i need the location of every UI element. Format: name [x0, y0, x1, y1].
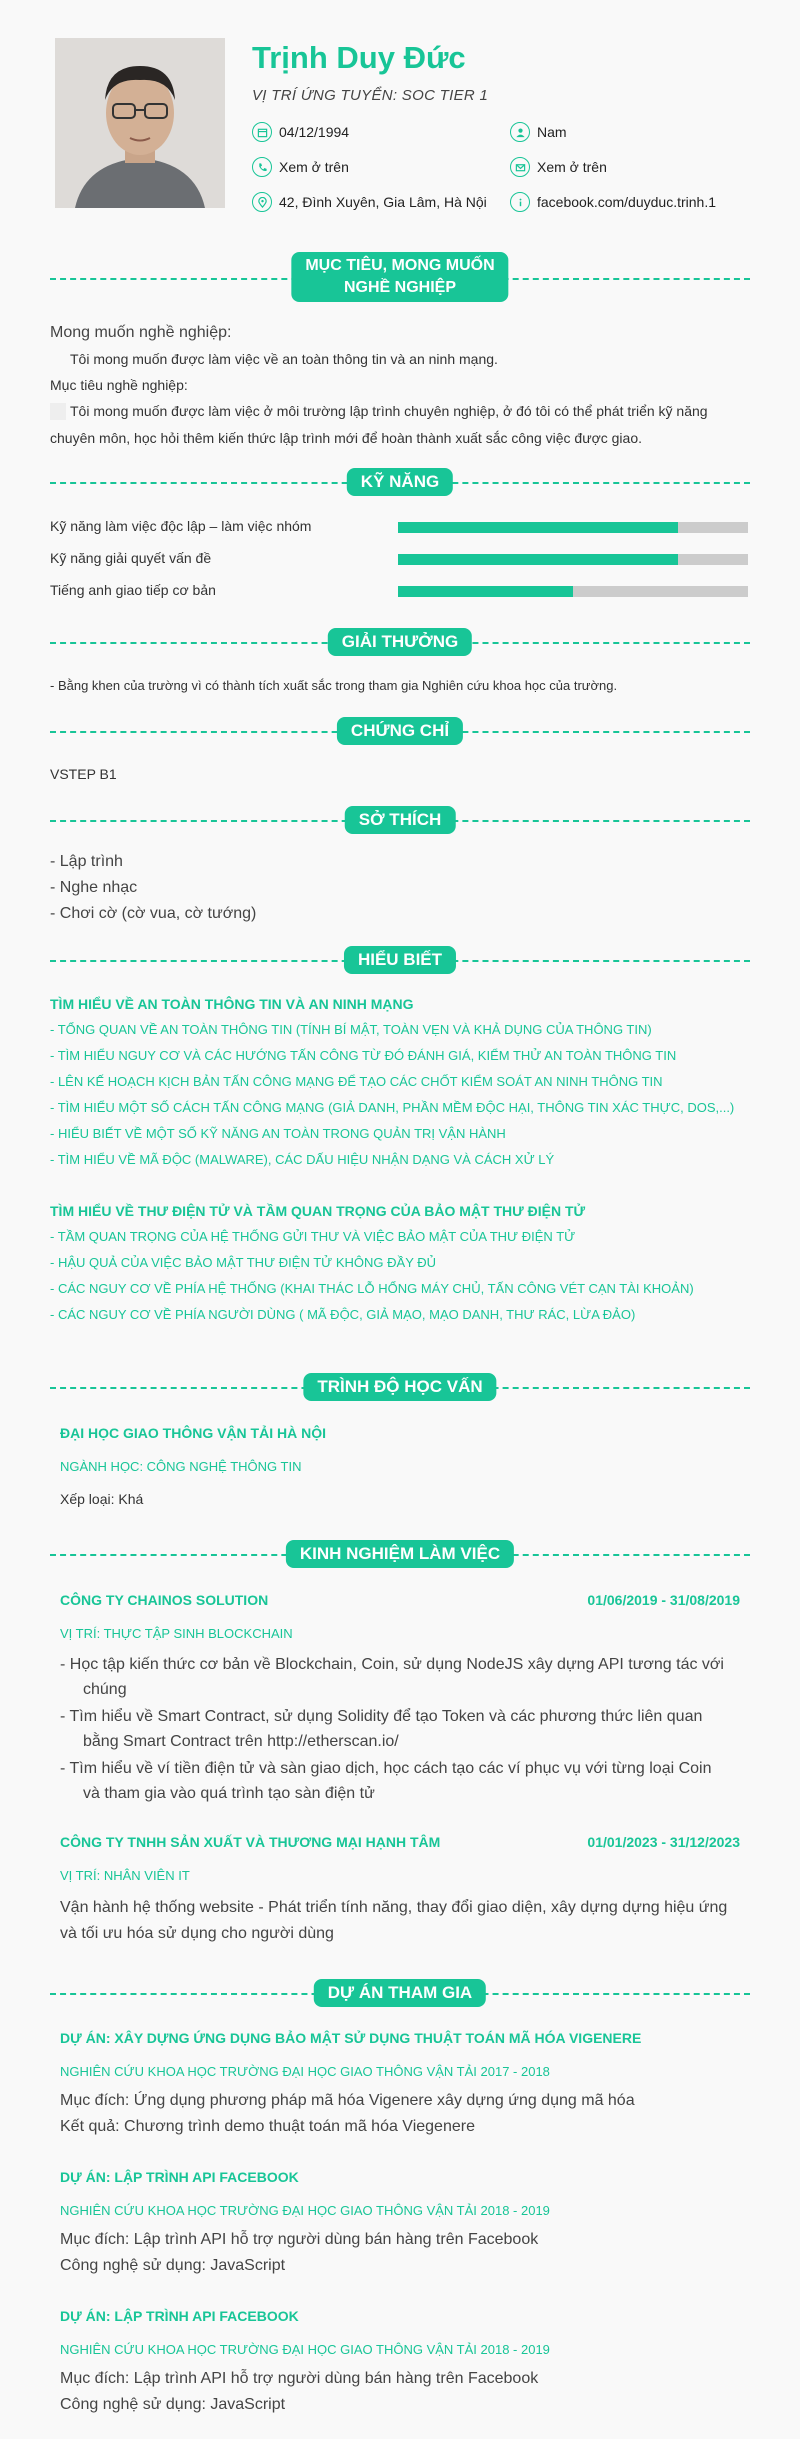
experience-heading: KINH NGHIỆM LÀM VIỆC [286, 1540, 514, 1568]
gender-row [510, 122, 567, 142]
knowledge-item: - HẬU QUẢ CỦA VIỆC BẢO MẬT THƯ ĐIỆN TỬ KHÔNG ĐẦY ĐỦ [50, 1255, 437, 1270]
knowledge-item: - TÌM HIỂU NGUY CƠ VÀ CÁC HƯỚNG TẤN CÔNG TỪ ĐÓ ĐÁNH GIÁ, KIỂM THỬ AN TOÀN THÔNG TIN [50, 1048, 677, 1063]
project-title: DỰ ÁN: LẬP TRÌNH API FACEBOOK [60, 2308, 299, 2324]
job-detail-line: - Tìm hiểu về Smart Contract, sử dụng Solidity để tạo Token và các phương thức liên quan [60, 1708, 703, 1725]
education-heading: TRÌNH ĐỘ HỌC VẤN [303, 1373, 496, 1401]
awards-heading: GIẢI THƯỞNG [328, 628, 472, 656]
projects-heading: DỰ ÁN THAM GIA [314, 1979, 486, 2007]
award-text: - Bằng khen của trường vì có thành tích xuất sắc trong tham gia Nghiên cứu khoa học của trường. [50, 678, 618, 693]
applied-position: VỊ TRÍ ỨNG TUYỂN: SOC TIER 1 [252, 87, 489, 104]
wish-label: Mong muốn nghề nghiệp: [50, 324, 232, 341]
skills-heading: KỸ NĂNG [347, 468, 453, 496]
calendar-icon [252, 122, 272, 142]
knowledge-item: - LÊN KẾ HOẠCH KỊCH BẢN TẤN CÔNG MẠNG ĐỂ TẠO CÁC CHỐT KIỂM SOÁT AN NINH THÔNG TIN [50, 1074, 663, 1089]
skill-level-bar [398, 586, 748, 597]
facebook-row [510, 192, 716, 212]
phone-row [252, 157, 349, 177]
project-context: NGHIÊN CỨU KHOA HỌC TRƯỜNG ĐẠI HỌC GIAO THÔNG VẬN TẢI 2017 - 2018 [60, 2064, 550, 2079]
skill-level-bar [398, 554, 748, 565]
email-row [510, 157, 607, 177]
project-detail-line: Mục đích: Ứng dụng phương pháp mã hóa Vigenere xây dựng ứng dụng mã hóa [60, 2092, 635, 2109]
knowledge-item: - TÌM HIỂU VỀ MÃ ĐỘC (MALWARE), CÁC DẤU HIỆU NHẬN DẠNG VÀ CÁCH XỬ LÝ [50, 1152, 555, 1167]
birthday-text: 04/12/1994 [279, 124, 350, 140]
hobbies-heading: SỞ THÍCH [345, 806, 456, 834]
birthday-row [252, 122, 349, 142]
major-text: NGÀNH HỌC: CÔNG NGHỆ THÔNG TIN [60, 1459, 302, 1474]
job-dates: 01/01/2023 - 31/12/2023 [587, 1834, 740, 1850]
project-context: NGHIÊN CỨU KHOA HỌC TRƯỜNG ĐẠI HỌC GIAO THÔNG VẬN TẢI 2018 - 2019 [60, 2342, 550, 2357]
knowledge-item: - CÁC NGUY CƠ VỀ PHÍA HỆ THỐNG (KHAI THÁC LỖ HỔNG MÁY CHỦ, TẤN CÔNG VÉT CẠN TÀI KHOẢN) [50, 1281, 694, 1296]
knowledge-item: - HIỂU BIẾT VỀ MỘT SỐ KỸ NĂNG AN TOÀN TRONG QUẢN TRỊ VẬN HÀNH [50, 1126, 506, 1141]
project-detail-line: Kết quả: Chương trình demo thuật toán mã hóa Viegenere [60, 2118, 475, 2135]
school-name: ĐẠI HỌC GIAO THÔNG VẬN TẢI HÀ NỘI [60, 1425, 326, 1441]
hobby-item: - Lập trình [50, 853, 123, 870]
awards-section-heading [50, 628, 750, 658]
knowledge-item: - TỔNG QUAN VỀ AN TOÀN THÔNG TIN (TÍNH BÍ MẬT, TOÀN VẸN VÀ KHẢ DỤNG CỦA THÔNG TIN) [50, 1022, 652, 1037]
job-detail-line: - Học tập kiến thức cơ bản về Blockchain, Coin, sử dụng NodeJS xây dựng API tương tác với [60, 1656, 724, 1673]
project-detail-line: Mục đích: Lập trình API hỗ trợ người dùng bán hàng trên Facebook [60, 2370, 539, 2387]
job-detail-line: chúng [83, 1681, 127, 1698]
grade-text: Xếp loại: Khá [60, 1491, 144, 1507]
skill-label: Kỹ năng làm việc độc lập – làm việc nhóm [50, 518, 312, 534]
gender-text: Nam [537, 124, 567, 140]
certificates-heading: CHỨNG CHỈ [337, 717, 463, 745]
phone-text: Xem ở trên [279, 159, 349, 175]
candidate-name: Trịnh Duy Đức [252, 40, 466, 75]
job-detail-line: - Tìm hiểu về ví tiền điện tử và sàn giao dịch, học cách tạo các ví phục vụ với từng loại Coin [60, 1760, 712, 1777]
address-row [252, 192, 487, 212]
objective-heading: MỤC TIÊU, MONG MUỐN NGHỀ NGHIỆP [291, 252, 508, 302]
skill-label: Tiếng anh giao tiếp cơ bản [50, 582, 216, 598]
skill-label: Kỹ năng giải quyết vấn đề [50, 550, 212, 566]
skills-section-heading [50, 468, 750, 498]
hobby-item: - Nghe nhạc [50, 879, 138, 896]
company-name: CÔNG TY TNHH SẢN XUẤT VÀ THƯƠNG MẠI HẠNH TÂM [60, 1834, 441, 1850]
company-name: CÔNG TY CHAINOS SOLUTION [60, 1592, 269, 1608]
avatar [55, 38, 225, 208]
wish-text: Tôi mong muốn được làm việc về an toàn thông tin và an ninh mạng. [70, 351, 498, 367]
goal-text-1: Tôi mong muốn được làm việc ở môi trường lập trình chuyên nghiệp, ở đó tôi có thể phát triển kỹ năng [70, 403, 708, 419]
knowledge-group-title: TÌM HIỂU VỀ THƯ ĐIỆN TỬ VÀ TẦM QUAN TRỌNG CỦA BẢO MẬT THƯ ĐIỆN TỬ [50, 1203, 586, 1219]
project-detail-line: Mục đích: Lập trình API hỗ trợ người dùng bán hàng trên Facebook [60, 2231, 539, 2248]
skill-level-bar [398, 522, 748, 533]
info-icon [510, 192, 530, 212]
projects-section-heading [50, 1979, 750, 2009]
mail-icon [510, 157, 530, 177]
goal-text-2: chuyên môn, học hỏi thêm kiến thức lập trình mới để hoàn thành xuất sắc công việc được giao. [50, 430, 642, 446]
knowledge-heading: HIỂU BIẾT [344, 946, 456, 974]
email-text: Xem ở trên [537, 159, 607, 175]
goal-label: Mục tiêu nghề nghiệp: [50, 377, 188, 393]
project-context: NGHIÊN CỨU KHOA HỌC TRƯỜNG ĐẠI HỌC GIAO THÔNG VẬN TẢI 2018 - 2019 [60, 2203, 550, 2218]
job-dates: 01/06/2019 - 31/08/2019 [587, 1592, 740, 1608]
project-title: DỰ ÁN: LẬP TRÌNH API FACEBOOK [60, 2169, 299, 2185]
cv-header [0, 0, 800, 230]
facebook-link[interactable]: facebook.com/duyduc.trinh.1 [537, 194, 716, 210]
knowledge-item: - TẦM QUAN TRỌNG CỦA HỆ THỐNG GỬI THƯ VÀ VIỆC BẢO MẬT CỦA THƯ ĐIỆN TỬ [50, 1229, 576, 1244]
location-pin-icon [252, 192, 272, 212]
project-detail-line: Công nghệ sử dụng: JavaScript [60, 2396, 286, 2413]
job-role: VỊ TRÍ: NHÂN VIÊN IT [60, 1868, 190, 1883]
user-icon [510, 122, 530, 142]
education-section-heading [50, 1373, 750, 1403]
knowledge-section-heading [50, 946, 750, 976]
experience-section-heading [50, 1540, 750, 1570]
goal-indent-marker [50, 403, 66, 420]
certificate-text: VSTEP B1 [50, 766, 117, 782]
phone-icon [252, 157, 272, 177]
objective-section-heading [50, 252, 750, 304]
hobby-item: - Chơi cờ (cờ vua, cờ tướng) [50, 905, 257, 922]
hobbies-section-heading [50, 806, 750, 836]
job-detail-line: và tối ưu hóa sử dụng cho người dùng [60, 1925, 334, 1942]
job-detail-line: bằng Smart Contract trên http://etherscan.io/ [83, 1733, 399, 1750]
job-detail-line: Vận hành hệ thống website - Phát triển tính năng, thay đổi giao diện, xây dựng dựng hiệu ứng [60, 1899, 728, 1916]
job-role: VỊ TRÍ: THỰC TẬP SINH BLOCKCHAIN [60, 1626, 293, 1641]
knowledge-item: - TÌM HIỂU MỘT SỐ CÁCH TẤN CÔNG MẠNG (GIẢ DANH, PHẦN MỀM ĐỘC HẠI, THÔNG TIN XÁC THỰC, DOS,...) [50, 1100, 735, 1115]
knowledge-item: - CÁC NGUY CƠ VỀ PHÍA NGƯỜI DÙNG ( MÃ ĐỘC, GIẢ MẠO, MẠO DANH, THƯ RÁC, LỪA ĐẢO) [50, 1307, 636, 1322]
job-detail-line: và tham gia vào quá trình tạo sàn điện tử [83, 1785, 375, 1802]
certificates-section-heading [50, 717, 750, 747]
address-text: 42, Đình Xuyên, Gia Lâm, Hà Nội [279, 194, 487, 210]
knowledge-group-title: TÌM HIỂU VỀ AN TOÀN THÔNG TIN VÀ AN NINH MẠNG [50, 996, 414, 1012]
project-title: DỰ ÁN: XÂY DỰNG ỨNG DỤNG BẢO MẬT SỬ DỤNG THUẬT TOÁN MÃ HÓA VIGENERE [60, 2030, 642, 2046]
project-detail-line: Công nghệ sử dụng: JavaScript [60, 2257, 286, 2274]
